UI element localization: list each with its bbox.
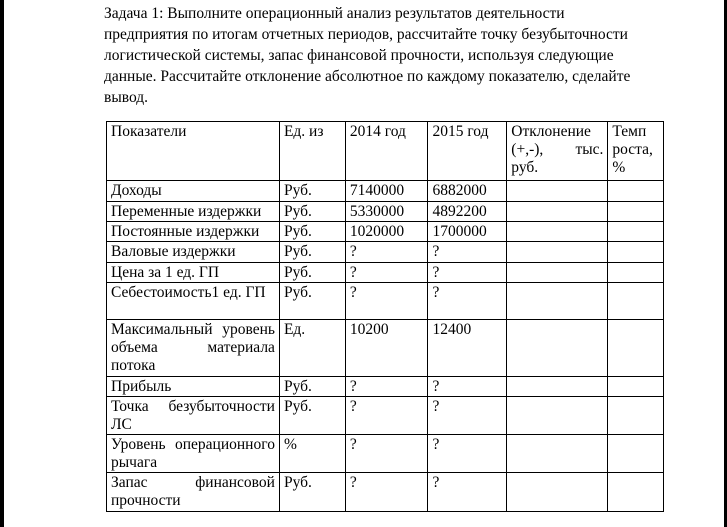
value-2014-cell: ? [345, 473, 428, 512]
growth-rate-cell [608, 283, 664, 320]
unit-cell: Руб. [279, 283, 345, 320]
table-row [107, 222, 664, 242]
table-row [107, 181, 664, 202]
table-row [107, 397, 664, 435]
document-page [104, 0, 664, 509]
value-2014-cell: 5330000 [345, 202, 428, 222]
header-cell: Темп роста, % [608, 122, 664, 181]
indicator-cell: Прибыль [107, 377, 280, 397]
indicator-cell: Максимальный уровень объема материала потока [107, 320, 280, 377]
unit-cell: Ед. [279, 320, 345, 377]
unit-cell: Руб. [279, 222, 345, 242]
table-row [107, 283, 664, 320]
indicator-cell: Уровень операционного рычага [107, 435, 280, 473]
table-row [107, 320, 664, 377]
deviation-cell [507, 222, 608, 242]
value-2015-cell: ? [428, 397, 507, 435]
table-row [107, 242, 664, 263]
unit-cell: Руб. [279, 397, 345, 435]
deviation-cell [507, 320, 608, 377]
data-table [106, 121, 664, 512]
value-2014-cell: ? [345, 283, 428, 320]
table-row [107, 263, 664, 283]
growth-rate-cell [608, 222, 664, 242]
unit-cell: Руб. [279, 242, 345, 263]
value-2015-cell: 4892200 [428, 202, 507, 222]
table-row [107, 435, 664, 473]
header-cell: 2014 год [345, 122, 428, 181]
growth-rate-cell [608, 242, 664, 263]
value-2015-cell: ? [428, 242, 507, 263]
indicator-cell: Переменные издержки [107, 202, 280, 222]
value-2014-cell: ? [345, 377, 428, 397]
value-2015-cell: ? [428, 473, 507, 512]
growth-rate-cell [608, 320, 664, 377]
unit-cell: Руб. [279, 202, 345, 222]
deviation-cell [507, 283, 608, 320]
table-row [107, 202, 664, 222]
header-cell: Отклонение (+,-), тыс. руб. [507, 122, 608, 181]
deviation-cell [507, 263, 608, 283]
unit-cell: Руб. [279, 263, 345, 283]
growth-rate-cell [608, 263, 664, 283]
growth-rate-cell [608, 473, 664, 512]
value-2014-cell: ? [345, 242, 428, 263]
deviation-cell [507, 202, 608, 222]
growth-rate-cell [608, 202, 664, 222]
task-text: Задача 1: Выполните операционный анализ результатов деятельности предприятия по итогам отчетных периодов, рассчитайте точку безубыточности логистической системы, запас финансовой прочности, используя следующие данные. Рассчитайте отклонение абсолютное по каждому показателю, сделайте вывод. [104, 5, 631, 106]
growth-rate-cell [608, 181, 664, 202]
indicator-cell: Запас финансовой прочности [107, 473, 280, 512]
value-2015-cell: ? [428, 263, 507, 283]
unit-cell: Руб. [279, 181, 345, 202]
indicator-cell: Постоянные издержки [107, 222, 280, 242]
value-2015-cell: ? [428, 377, 507, 397]
value-2014-cell: ? [345, 435, 428, 473]
unit-cell: % [279, 435, 345, 473]
growth-rate-cell [608, 397, 664, 435]
table-row [107, 473, 664, 512]
deviation-cell [507, 242, 608, 263]
deviation-cell [507, 435, 608, 473]
value-2015-cell: 1700000 [428, 222, 507, 242]
deviation-cell [507, 377, 608, 397]
header-cell: Показатели [107, 122, 280, 181]
indicator-cell: Себестоимость1 ед. ГП [107, 283, 280, 320]
unit-cell: Руб. [279, 377, 345, 397]
value-2014-cell: ? [345, 263, 428, 283]
header-cell: Ед. из [279, 122, 345, 181]
growth-rate-cell [608, 377, 664, 397]
value-2014-cell: 10200 [345, 320, 428, 377]
deviation-cell [507, 181, 608, 202]
table-row [107, 377, 664, 397]
unit-cell: Руб. [279, 473, 345, 512]
value-2015-cell: 12400 [428, 320, 507, 377]
header-row [107, 122, 664, 181]
deviation-cell [507, 473, 608, 512]
growth-rate-cell [608, 435, 664, 473]
header-cell: 2015 год [428, 122, 507, 181]
indicator-cell: Валовые издержки [107, 242, 280, 263]
value-2015-cell: ? [428, 283, 507, 320]
value-2014-cell: 1020000 [345, 222, 428, 242]
value-2015-cell: 6882000 [428, 181, 507, 202]
indicator-cell: Доходы [107, 181, 280, 202]
value-2015-cell: ? [428, 435, 507, 473]
value-2014-cell: 7140000 [345, 181, 428, 202]
left-frame-border [0, 0, 4, 527]
value-2014-cell: ? [345, 397, 428, 435]
table-body [107, 122, 664, 512]
indicator-cell: Точка безубыточности ЛС [107, 397, 280, 435]
indicator-cell: Цена за 1 ед. ГП [107, 263, 280, 283]
deviation-cell [507, 397, 608, 435]
